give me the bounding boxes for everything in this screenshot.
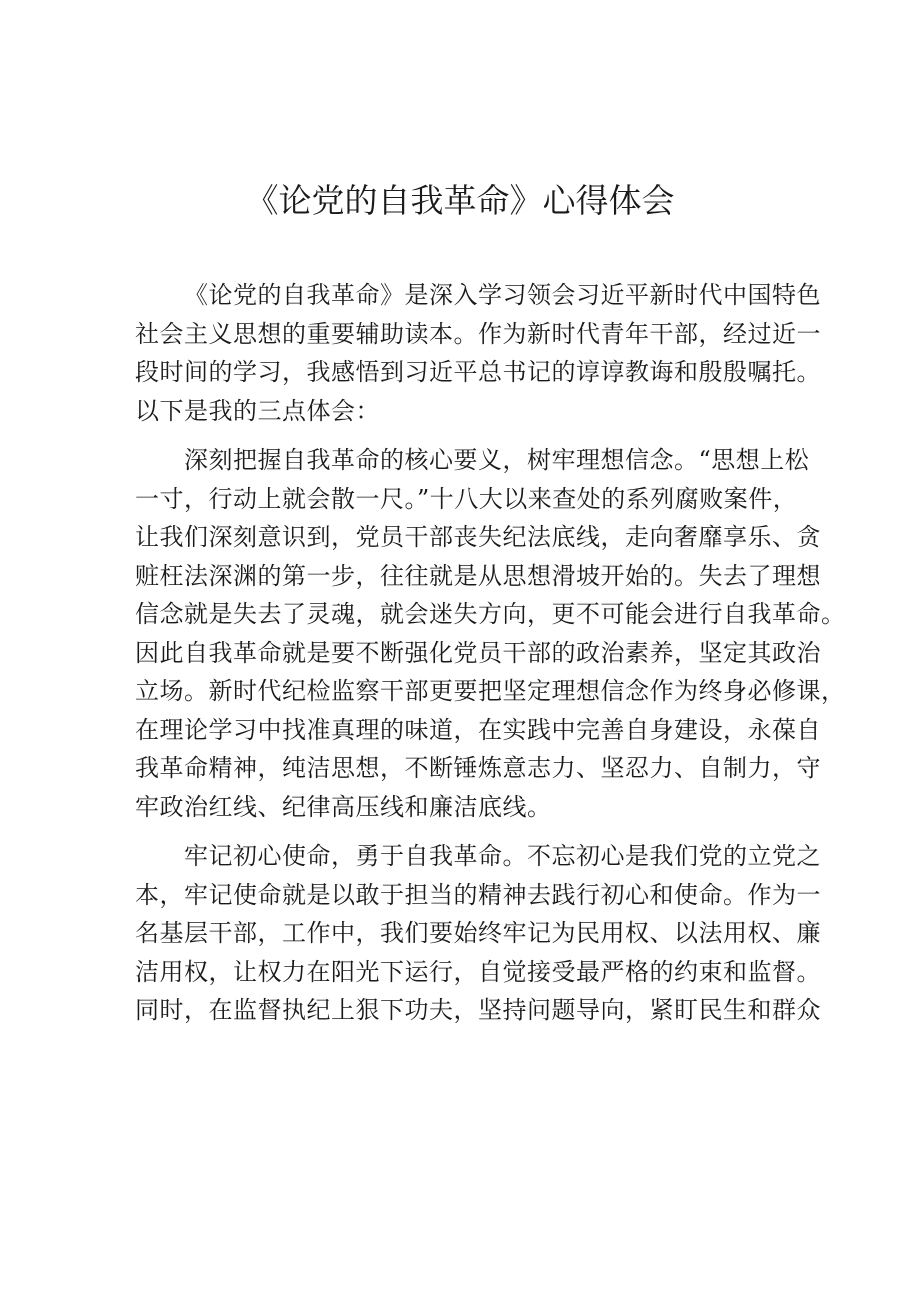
- text-line: 牢记初心使命，勇于自我革命。不忘初心是我们党的立党之: [184, 842, 821, 870]
- document-body: [135, 276, 846, 1030]
- document-title: 《论党的自我革命》心得体会: [245, 181, 675, 220]
- text-line: 信念就是失去了灵魂，就会迷失方向，更不可能会进行自我革命。: [135, 600, 846, 628]
- text-line: 名基层干部，工作中，我们要始终牢记为民用权、以法用权、廉: [135, 919, 821, 947]
- text-line: 牢政治红线、纪律高压线和廉洁底线。: [135, 792, 552, 821]
- text-line: 《论党的自我革命》是深入学习领会习近平新时代中国特色: [184, 281, 821, 309]
- text-line: 社会主义思想的重要辅助读本。作为新时代青年干部，经过近一: [135, 319, 821, 348]
- text-line: 同时，在监督执纪上狠下功夫，坚持问题导向，紧盯民生和群众: [135, 996, 821, 1024]
- text-line: 深刻把握自我革命的核心要义，树牢理想信念。“思想上松: [184, 446, 810, 474]
- text-line: 以下是我的三点体会：: [135, 396, 380, 425]
- text-line: 段时间的学习，我感悟到习近平总书记的谆谆教诲和殷殷嘱托。: [135, 358, 821, 386]
- text-line: 洁用权，让权力在阳光下运行，自觉接受最严格的约束和监督。: [135, 957, 821, 986]
- text-line: 我革命精神，纯洁思想，不断锤炼意志力、坚忍力、自制力，守: [135, 754, 821, 782]
- text-line: 赃枉法深渊的第一步，往往就是从思想滑坡开始的。失去了理想: [135, 561, 821, 590]
- text-line: 立场。新时代纪检监察干部更要把坚定理想信念作为终身必修课，: [135, 677, 846, 705]
- text-line: 因此自我革命就是要不断强化党员干部的政治素养，坚定其政治: [135, 638, 821, 667]
- text-line: 本，牢记使命就是以敢于担当的精神去践行初心和使命。作为一: [135, 880, 821, 909]
- paragraph-mission: [135, 837, 821, 1030]
- paragraph-intro: [135, 276, 821, 430]
- text-line: 一寸，行动上就会散一尺。”十八大以来查处的系列腐败案件，: [135, 484, 798, 513]
- paragraph-ideals: [135, 441, 846, 826]
- text-line: 让我们深刻意识到，党员干部丧失纪法底线，走向奢靡享乐、贪: [135, 523, 821, 551]
- text-line: 在理论学习中找准真理的味道，在实践中完善自身建设，永葆自: [135, 715, 821, 744]
